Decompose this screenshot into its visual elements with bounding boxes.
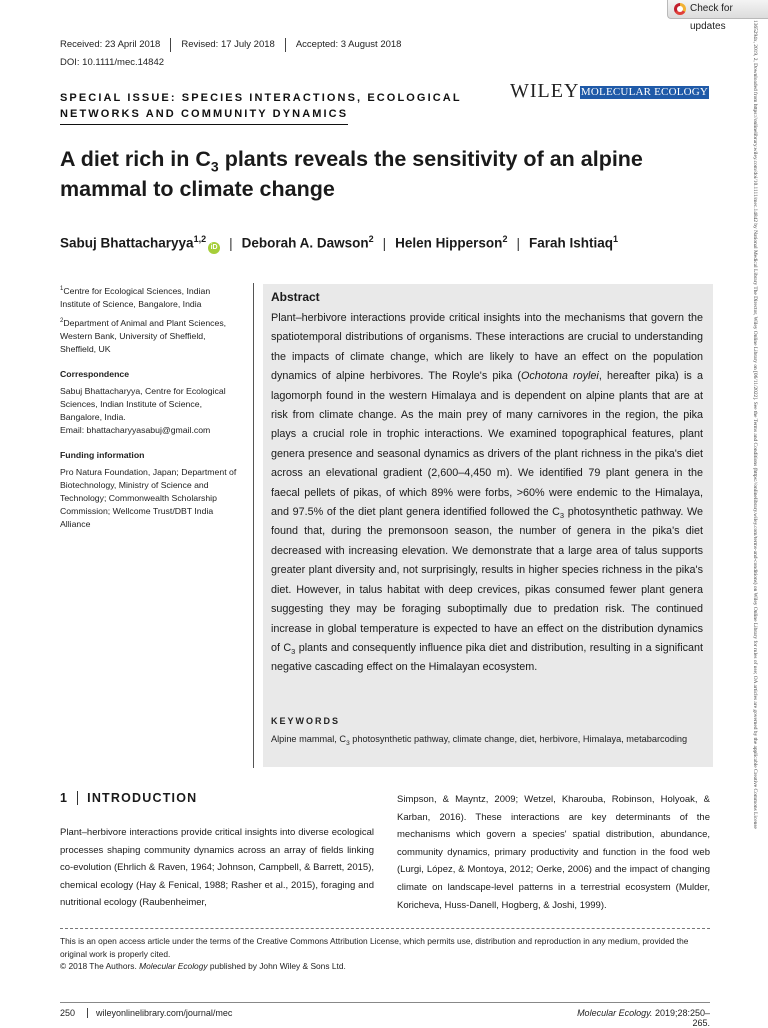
author-affiliation: 1 — [613, 234, 619, 244]
species-name: Ochotona roylei — [521, 370, 599, 383]
journal-logo: MOLECULAR ECOLOGY — [580, 86, 709, 98]
doi[interactable]: DOI: 10.1111/mec.14842 — [60, 57, 165, 68]
download-side-note: 1365294x, 2019, 2, Downloaded from https://onlinelibrary.wiley.com/doi/10.1111/mec.14842 by National Medical Library The Director, Wiley Online Library on [06/11/2022]. See the Terms and Conditions (https://onlinelibrary.wiley.com/terms-and-conditions) on Wiley Online Library for rules of use; OA articles are governed by the applicable Creative Commons License — [752, 20, 758, 829]
page-number: 250 — [60, 1008, 76, 1018]
journal-citation: Molecular Ecology. 2019;28:250–265. — [577, 1008, 710, 1028]
license-notice — [60, 935, 710, 973]
section-heading-introduction — [60, 791, 197, 805]
publisher-logo: WILEY — [510, 80, 580, 102]
article-dates — [60, 38, 411, 54]
check-for-updates-label: Check for updates — [690, 3, 733, 32]
title-subscript: 3 — [210, 158, 219, 175]
footer-divider — [60, 928, 710, 929]
funding-heading: Funding information — [60, 449, 145, 460]
author-name[interactable]: Deborah A. Dawson — [241, 235, 369, 251]
crossmark-icon — [674, 3, 686, 15]
copyright-line: © 2018 The Authors. Molecular Ecology published by John Wiley & Sons Ltd. — [60, 961, 346, 971]
received-date: Received: 23 April 2018 — [60, 39, 161, 50]
revised-date: Revised: 17 July 2018 — [170, 38, 284, 52]
body-text-left-column: Plant–herbivore interactions provide critical insights into diverse ecological processes shaping community dynamics across an array of fields linking co-evolution (Ehrlich & Raven, 1964; Johnson, Campbell, & Barrett, 2015), chemical ecology (Hay & Fenical, 1988; Rasher et al., 2015), foraging and nutritional ecology (Raubenheimer, — [60, 827, 374, 909]
check-for-updates-button[interactable] — [667, 0, 768, 32]
column-divider — [253, 283, 254, 768]
special-issue-line1: SPECIAL ISSUE: SPECIES INTERACTIONS, ECOLOGICAL — [60, 92, 462, 104]
affiliation: $^2$Department of Animal and Plant Sciences, Western Bank, University of Sheffield, Sheffield, UK — [60, 317, 227, 354]
accepted-date: Accepted: 3 August 2018 — [285, 38, 412, 52]
keywords-heading: KEYWORDS — [271, 716, 341, 726]
correspondence-email[interactable]: Email: bhattacharyyasabuj@gmail.com — [60, 424, 211, 435]
section-title: INTRODUCTION — [87, 791, 198, 805]
title-part2: plants reveals the sensitivity of an alpine mammal to climate change — [60, 147, 643, 201]
abstract-text: Plant–herbivore interactions provide critical insights into the mechanisms that govern the spatiotemporal distributions of organisms. These interactions are crucial to understanding the impacts of climate change, which are likely to have an effect on the population dynamics of alpine herbivores. The Royle's pika (Ochotona roylei, hereafter pika) is a lagomorph found in the western Himalaya and is dependent on alpine plants that are at risk from climate change. As the main prey of many carnivores in the region, the pika plays a crucial role in trophic interactions. We examined topographical features, plant genera presence and seasonal dynamics as drivers of the plant richness in the pika's diet across an elevational gradient (2,600–4,450 m). We identified 79 plant genera in the faecal pellets of pikas, of which 89% were forbs, >60% were endemic to the Himalaya, and 97.5% of the diet plant genera identified followed the $C_3$ photosynthetic pathway. We found that, during the premonsoon season, the number of genera in the pika's diet decreased with increasing elevation. We demonstrate that a large area of talus supports greater plant diversity and, not surprisingly, results in higher species richness in the pika's diet. However, in talus habitat with deep crevices, pikas consumed fewer plant genera suggesting they may be foraging suboptimally due to predation risk. The continued increase in global temperature is expected to have an effect on the distribution dynamics of $C_3$ plants and consequently influence pika diet and distribution, resulting in a significant negative cascading effect on the Himalayan ecosystem. — [271, 312, 703, 674]
author-affiliation: 2 — [368, 234, 374, 244]
author-affiliation: 2 — [502, 234, 508, 244]
article-info-column — [60, 283, 240, 535]
body-text-right-column: Simpson, & Mayntz, 2009; Wetzel, Kharouba, Robinson, Holyoak, & Karban, 2016). These interactions are key determinants of the mechanisms which govern a species' spatial distribution, abundance, community dynamics, primary productivity and function in the food web (Lurgi, López, & Montoya, 2012; Oerke, 2006) and the impact of changing climate on landscape-level patterns in a terrestrial ecosystem (Mulder, Koricheva, Huss-Danell, Hogberg, & Joshi, 1999). — [397, 794, 710, 911]
correspondence-text: Sabuj Bhattacharyya, Centre for Ecological Sciences, Indian Institute of Science, Bangalore, India. Email: bhattacharyyasabuj@gmail.com — [60, 385, 226, 435]
author-name[interactable]: Helen Hipperson — [395, 235, 503, 251]
abstract-heading: Abstract — [271, 290, 320, 304]
journal-url[interactable]: wileyonlinelibrary.com/journal/mec — [87, 1008, 232, 1018]
orcid-icon[interactable]: iD — [208, 242, 220, 254]
special-issue-heading — [60, 90, 480, 125]
keywords-list: Alpine mammal, $C_3$ photosynthetic pathway, climate change, diet, herbivore, Himalaya, metabarcoding — [271, 734, 688, 747]
article-title — [60, 144, 700, 204]
title-part1: A diet rich in C — [60, 147, 211, 171]
license-text: This is an open access article under the terms of the Creative Commons Attribution License, which permits use, distribution and reproduction in any medium, provided the original work is properly cited. — [60, 936, 689, 959]
author-name[interactable]: Sabuj Bhattacharyya — [60, 235, 194, 251]
author-affiliation: 1,2 — [193, 234, 207, 244]
funding-text: Pro Natura Foundation, Japan; Department of Biotechnology, Ministry of Science and Technology; Commonwealth Scholarship Commission; Wellcome Trust/DBT India Alliance — [60, 466, 237, 529]
page-footer-rule — [60, 1002, 710, 1003]
section-number: 1 — [60, 791, 78, 805]
author-name[interactable]: Farah Ishtiaq — [528, 235, 613, 251]
special-issue-line2: NETWORKS AND COMMUNITY DYNAMICS — [60, 106, 348, 125]
correspondence-heading: Correspondence — [60, 368, 130, 379]
author-list: Sabuj Bhattacharyya$^{1,2}$iD | Deborah A. Dawson$^2$ | Helen Hipperson$^2$ | Farah Ishtiaq$^1$ — [60, 234, 618, 254]
affiliation: $^1$Centre for Ecological Sciences, Indian Institute of Science, Bangalore, India — [60, 285, 211, 309]
